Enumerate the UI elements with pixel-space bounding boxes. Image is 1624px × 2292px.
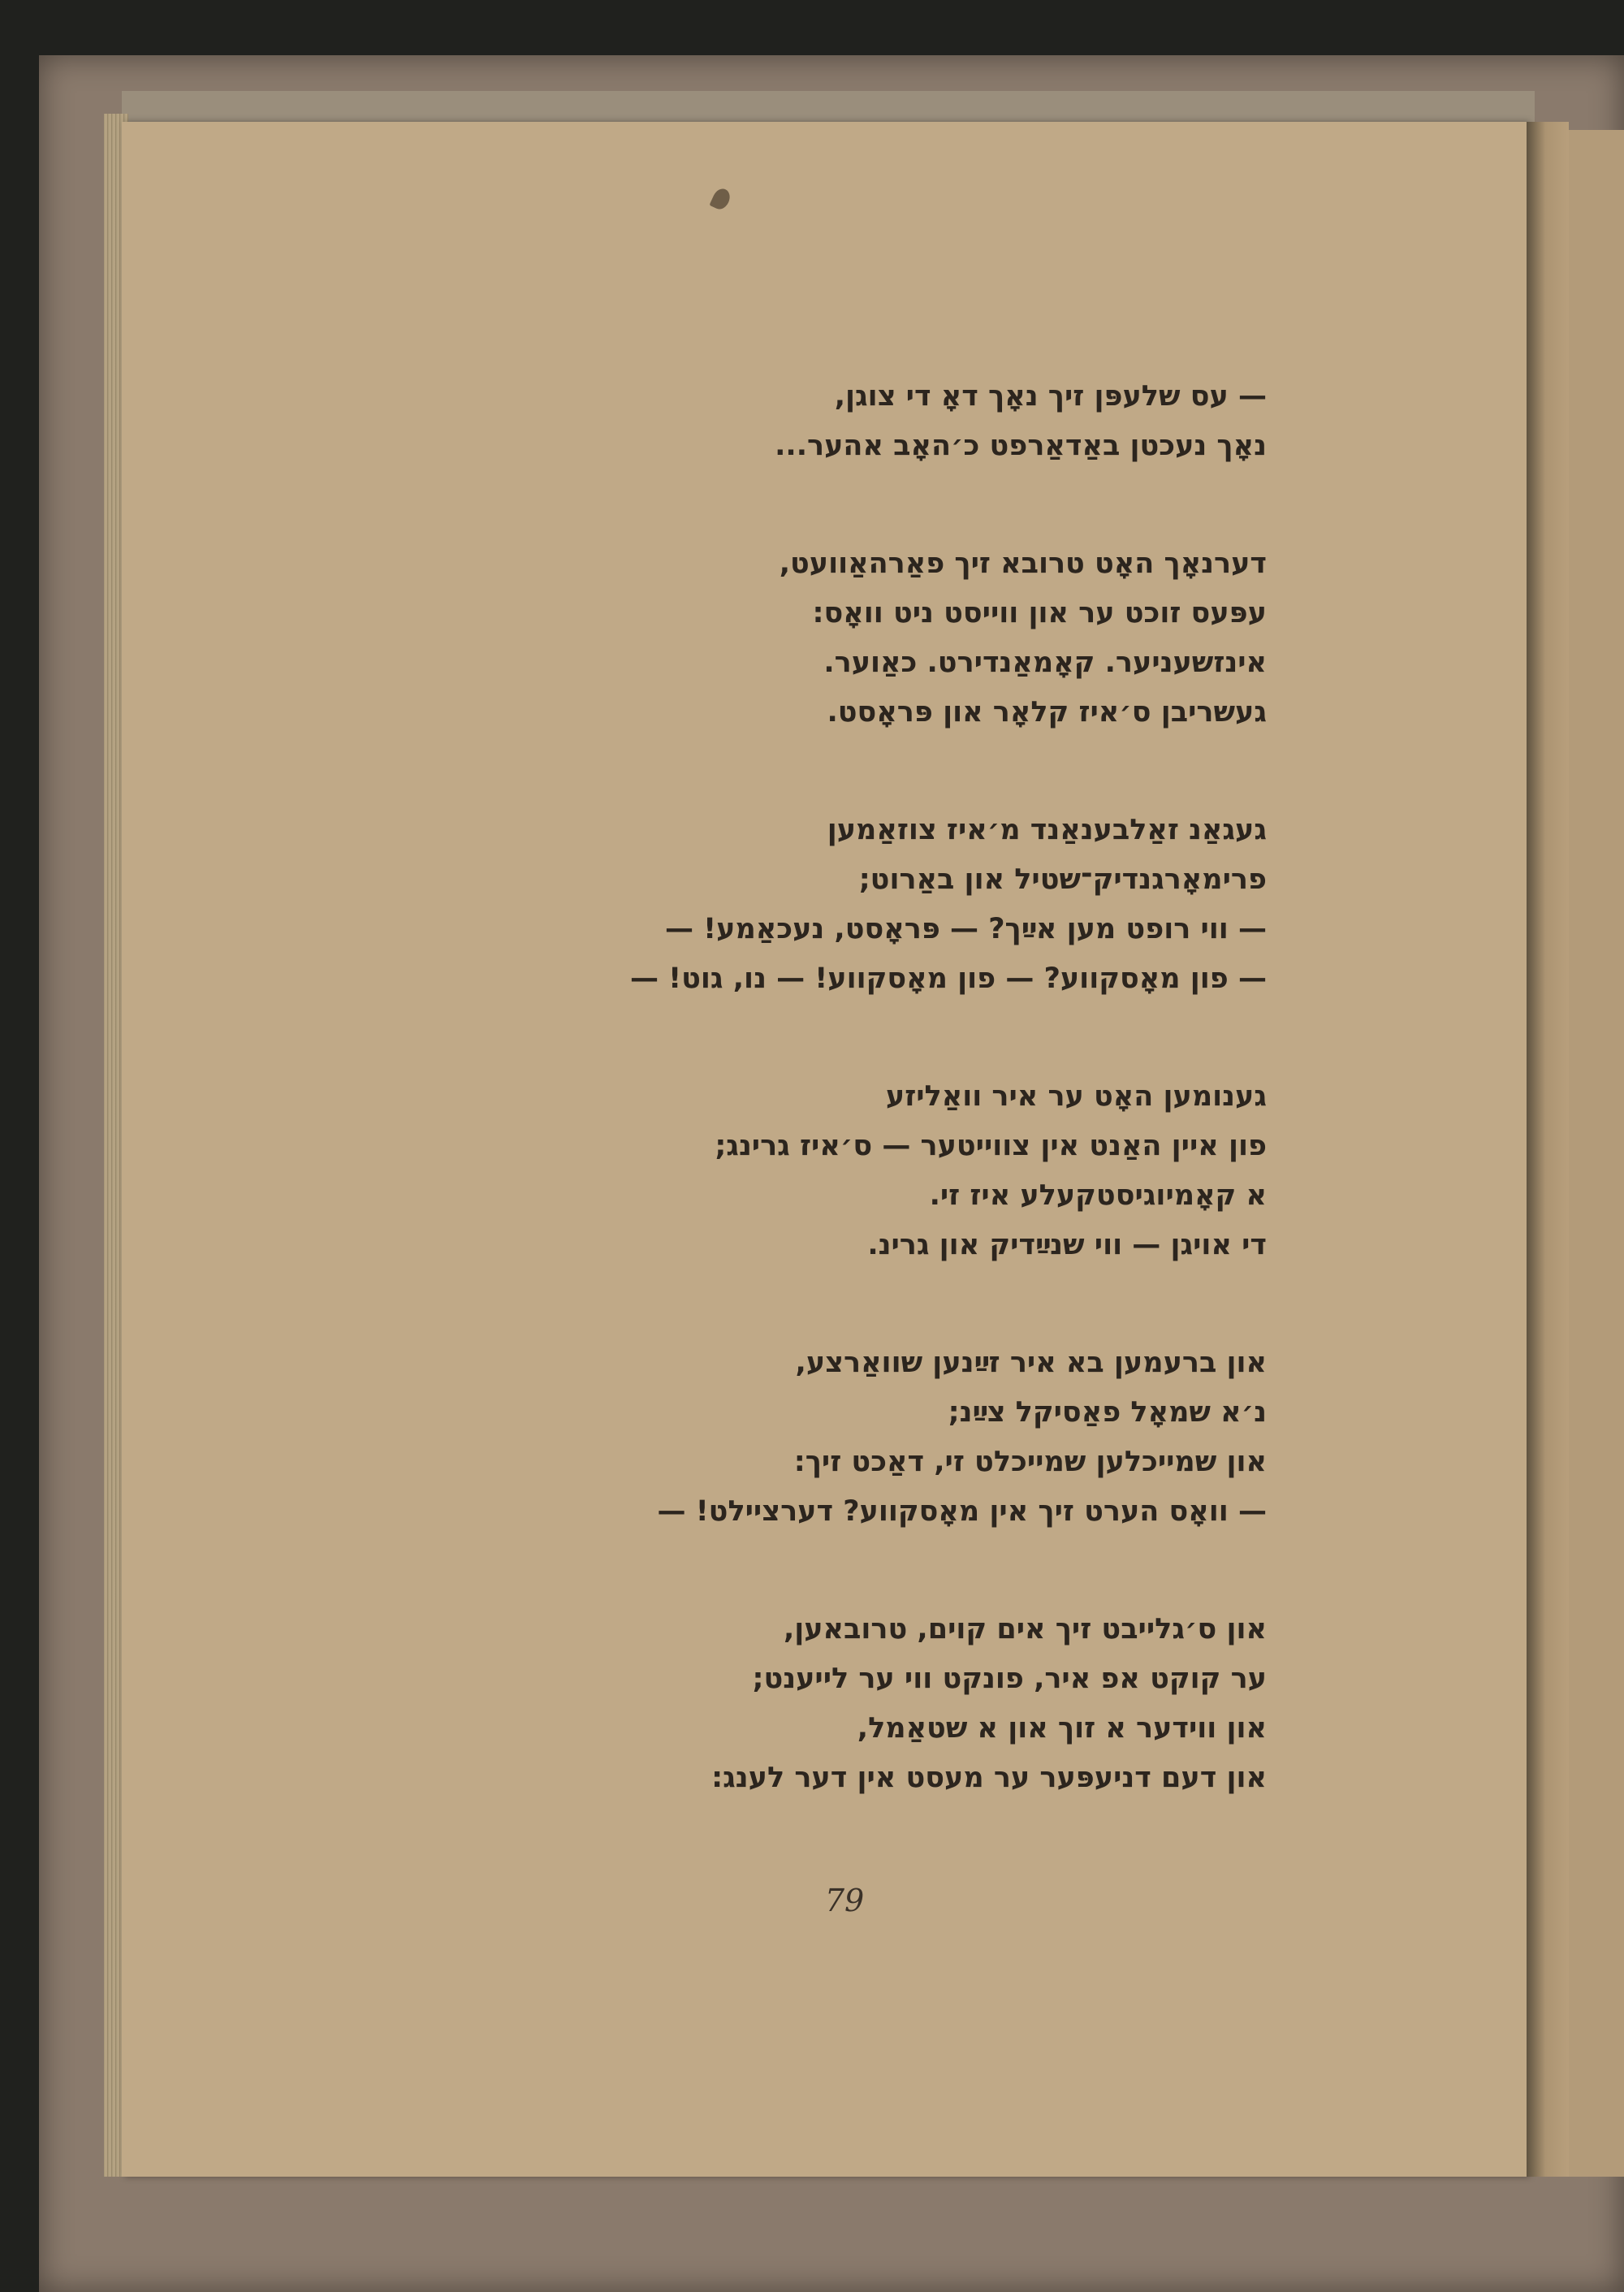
poem-line: די אויגן — ווי שנײַדיק און גרינ.: [867, 1229, 1267, 1261]
poem-line: און שמייכלען שמייכלט זי, דאַכט זיך:: [793, 1446, 1267, 1478]
poem-line: — פון מאָסקווע? — פון מאָסקווע! — נו, גוט! —: [630, 962, 1267, 995]
poem-line: נאָך נעכטן באַדאַרפט כ׳האָב אהער...: [775, 430, 1267, 462]
poem-line: — ווי רופט מען אײַך? — פּראָסט, נעכאַמע! —: [664, 913, 1267, 945]
poem-line: געשריבן ס׳איז קלאָר און פּראָסט.: [827, 696, 1267, 729]
poem-line: — וואָס הערט זיך אין מאָסקווע? דערציילט! —: [657, 1495, 1267, 1528]
poem-line: פרימאָרגנדיק־שטיל און באַרוט;: [858, 863, 1267, 896]
poem-line: פון איין האַנט אין צווייטער — ס׳איז גרינג;: [715, 1130, 1267, 1162]
poem-line: עפּעס זוכט ער און ווייסט ניט וואָס:: [812, 597, 1267, 629]
poem-line: און דעם דניעפּער ער מעסט אין דער לענג:: [711, 1762, 1267, 1794]
poem-line: ער קוקט אפ איר, פונקט ווי ער לייענט;: [752, 1663, 1267, 1695]
poem-line: און ברעמען בא איר זײַנען שוואַרצע,: [795, 1347, 1267, 1379]
stanza: [422, 806, 1267, 1004]
poem-line: און ס׳גלייבט זיך אים קוים, טרובאען,: [783, 1613, 1267, 1645]
poem-line: גענומען האָט ער איר וואַליזע: [885, 1080, 1267, 1113]
page-number: 79: [824, 1883, 865, 1918]
stanza: [422, 1605, 1267, 1803]
stanza: [422, 1072, 1267, 1270]
facing-page-edge: [1569, 130, 1624, 2177]
stanza: [422, 1338, 1267, 1537]
poem-line: א קאָמיוגיסטקעלע איז זי.: [929, 1179, 1267, 1212]
stanza: [422, 539, 1267, 737]
poem-line: און ווידער א זוך און א שטאַמל,: [857, 1712, 1267, 1745]
poem-line: — עס שלעפּן זיך נאָך דאָ די צוגן,: [834, 380, 1267, 413]
poem-text: [422, 372, 1267, 1803]
poem-line: אינזשעניער. קאָמאַנדירט. כאַוער.: [823, 647, 1267, 679]
stanza: [422, 372, 1267, 471]
book-gutter: [1527, 122, 1569, 2177]
poem-line: דערנאָך האָט טרובא זיך פאַרהאַוועט,: [779, 547, 1267, 580]
poem-line: געגאַנ זאַלבענאַנד מ׳איז צוזאַמען: [827, 814, 1267, 846]
cover-edge: [122, 91, 1535, 123]
poem-line: נ׳א שמאָל פאַסיקל צײַנ;: [948, 1396, 1267, 1429]
